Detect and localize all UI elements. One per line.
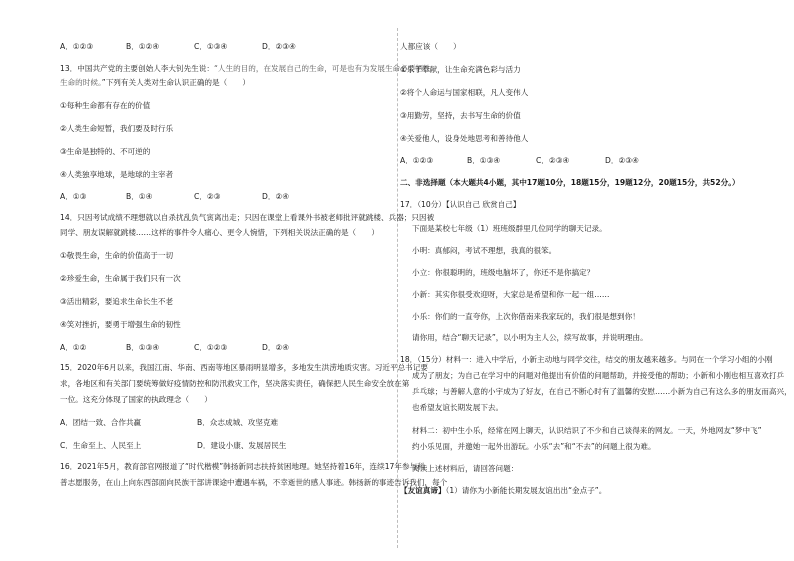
q16-options: [400, 156, 639, 166]
option: C．生命至上、人民至上: [60, 441, 142, 450]
q17-chat-line: 小乐：你们的一直夸你，上次你借南来我家玩的，我们很是想到你！: [412, 312, 640, 321]
option: A．①③: [60, 192, 87, 201]
q16-item: ③用勤劳，坚持，去书写生命的价值: [400, 111, 521, 120]
q13-stem-line1: [60, 64, 431, 74]
q13-options: [60, 192, 289, 202]
q17-instruction: 请你用，结合“聊天记录”，以小明为主人公，续写故事，并说明理由。: [412, 333, 648, 342]
friendship-tag: 【友谊真谛】: [400, 486, 446, 495]
q14-item: ④笑对挫折，要勇于增强生命的韧性: [60, 320, 181, 329]
option: A．①②③: [60, 42, 94, 51]
option: C．①③④: [194, 42, 228, 51]
q14-item: ②珍爱生命，生命属于我们只有一次: [60, 274, 181, 283]
q15-options-row2: [60, 441, 286, 451]
option: C．②③: [194, 192, 221, 201]
q16-stem-continued: 人都应该（ ）: [400, 42, 461, 51]
option: D．②④: [262, 192, 290, 201]
q14-options: [60, 343, 289, 353]
q18-line: 也希望友谊长期发展下去。: [412, 403, 504, 412]
q16-item: ④关爱他人，设身处地思考和善待他人: [400, 134, 529, 143]
q13-question: ”下列有关人类对生命认识正确的是（ ）: [101, 78, 250, 87]
q18-line: 成为了朋友；为自己在学习中的问题对他提出有价值的问题帮助，并接受他的帮助；小新和小刚也相互喜欢打乒: [412, 371, 785, 380]
q15-stem-line: 15．2020年6月以来，我国江南、华南、西南等地区暴雨明显增多，多地发生洪涝地质灾害。习近平总书记要: [60, 363, 428, 372]
q13-stem-text: 13．中国共产党的主要创始人李大钊先生说：: [60, 64, 214, 73]
q13-item: ①每种生命都有存在的价值: [60, 101, 151, 110]
option: B．①②④: [126, 42, 160, 51]
option: A．①②: [60, 343, 87, 352]
q16-item: ①乐于奉献，让生命充满色彩与活力: [400, 65, 521, 74]
q14-item: ③活出精彩，要追求生命长生不老: [60, 297, 174, 306]
q18-line: 乒乓球；与善解人意的小宇成为了好友，在自己不断心时有了温馨的安慰……小新为自己有这么多的朋友而高兴，: [412, 387, 792, 396]
q17-heading: 17．（10分）【认识自己 欣赏自己】: [400, 200, 521, 209]
q18-line: 18．（15分）材料一：进入中学后，小新主动地与同学交往，结交的朋友越来越多。与同在一个学习小组的小刚: [400, 355, 773, 364]
option: D．②④: [262, 343, 290, 352]
q18-line: 材料二：初中生小乐，经常在网上聊天，认识结识了不少和自己谈得来的网友。一天，外地网友“梦中飞”: [412, 426, 762, 435]
q17-chat-line: 小立：你很聪明的，班级电脑坏了，你还不是你搞定？: [412, 268, 595, 277]
q17-line: 下面是某校七年级（1）班班级群里几位同学的聊天记录。: [412, 224, 607, 233]
q12-options: [60, 42, 296, 52]
friendship-question: （1）请你为小新能长期发展友谊出出“金点子”。: [445, 486, 607, 495]
q15-options-row1: [60, 418, 278, 428]
q16-stem-line: 16．2021年5月，教育部官网报道了“时代楷模”韩扬新同志扶持贫困地理。她坚持着16年，连续17年参与科: [60, 462, 425, 471]
q13-item: ②人类生命短暂，我们要及时行乐: [60, 124, 174, 133]
option: D．②③④: [605, 156, 639, 165]
q15-stem-line: 求，各地区和有关部门要统筹做好疫情防控和防汛救灾工作，坚决落实责任，确保把人民生命安全放在第: [60, 379, 410, 388]
q13-quote: “人生的目的，在发展自己的生命，可是也有为发展生命必要牺牲: [213, 64, 431, 73]
q13-item: ④人类独享地球，是地球的主宰者: [60, 170, 174, 179]
q16-item: ②将个人命运与国家相联，凡人变伟人: [400, 88, 529, 97]
q17-chat-line: 小明：真郁闷，考试不理想，我真的很笨。: [412, 246, 557, 255]
q13-quote-end: 生命的时候。: [60, 78, 102, 87]
q18-subquestion: [400, 486, 606, 496]
right-column: [400, 0, 792, 561]
option: A．团结一致、合作共赢: [60, 418, 142, 427]
option: D．②③④: [262, 42, 296, 51]
option: B．①④: [126, 192, 153, 201]
q14-item: ①敬畏生命，生命的价值高于一切: [60, 251, 174, 260]
q16-stem-line: 普志愿服务，在山上向东西部面向民族干部讲课途中遭遇车祸，不幸逝世的感人事迹。韩扬新的事迹告诉我们，每个: [60, 478, 448, 487]
option: A．①②③: [400, 156, 434, 165]
q18-prompt: 阅读上述材料后，请回答问题：: [412, 464, 519, 473]
q17-chat-line: 小新：其实你很受欢迎呀，大家总是希望和你一起一组……: [412, 290, 610, 299]
q14-stem-line: 14．只因考试成绩不理想就以自杀扰乱负气寅离出走；只因在课堂上看课外书被老师批评就跳楼、兵器；只因被: [60, 213, 435, 222]
option: B．①③④: [126, 343, 160, 352]
q14-stem-line: 同学、朋友误解就跳楼……这样的事件令人痛心、更令人惋惜，下列相关说法正确的是（ ）: [60, 228, 379, 237]
section-header: 二、非选择题（本大题共4小题，其中17题10分，18题15分，19题12分，20题15分，共52分。）: [400, 178, 740, 187]
q13-stem-line2: [60, 78, 250, 88]
option: D．建设小康、发展居民生: [197, 441, 287, 450]
option: B．众志成城、攻坚克难: [197, 418, 279, 427]
option: C．②③④: [536, 156, 570, 165]
q18-line: 约小乐见面，并邀她一起外出游玩。小乐“去”和“不去”的问题上很为难。: [412, 442, 656, 451]
q13-item: ③生命是独特的、不可逆的: [60, 147, 151, 156]
option: C．①②③: [194, 343, 228, 352]
q15-stem-line: 一位。这充分体现了国家的执政理念（ ）: [60, 395, 212, 404]
option: B．①③④: [467, 156, 501, 165]
